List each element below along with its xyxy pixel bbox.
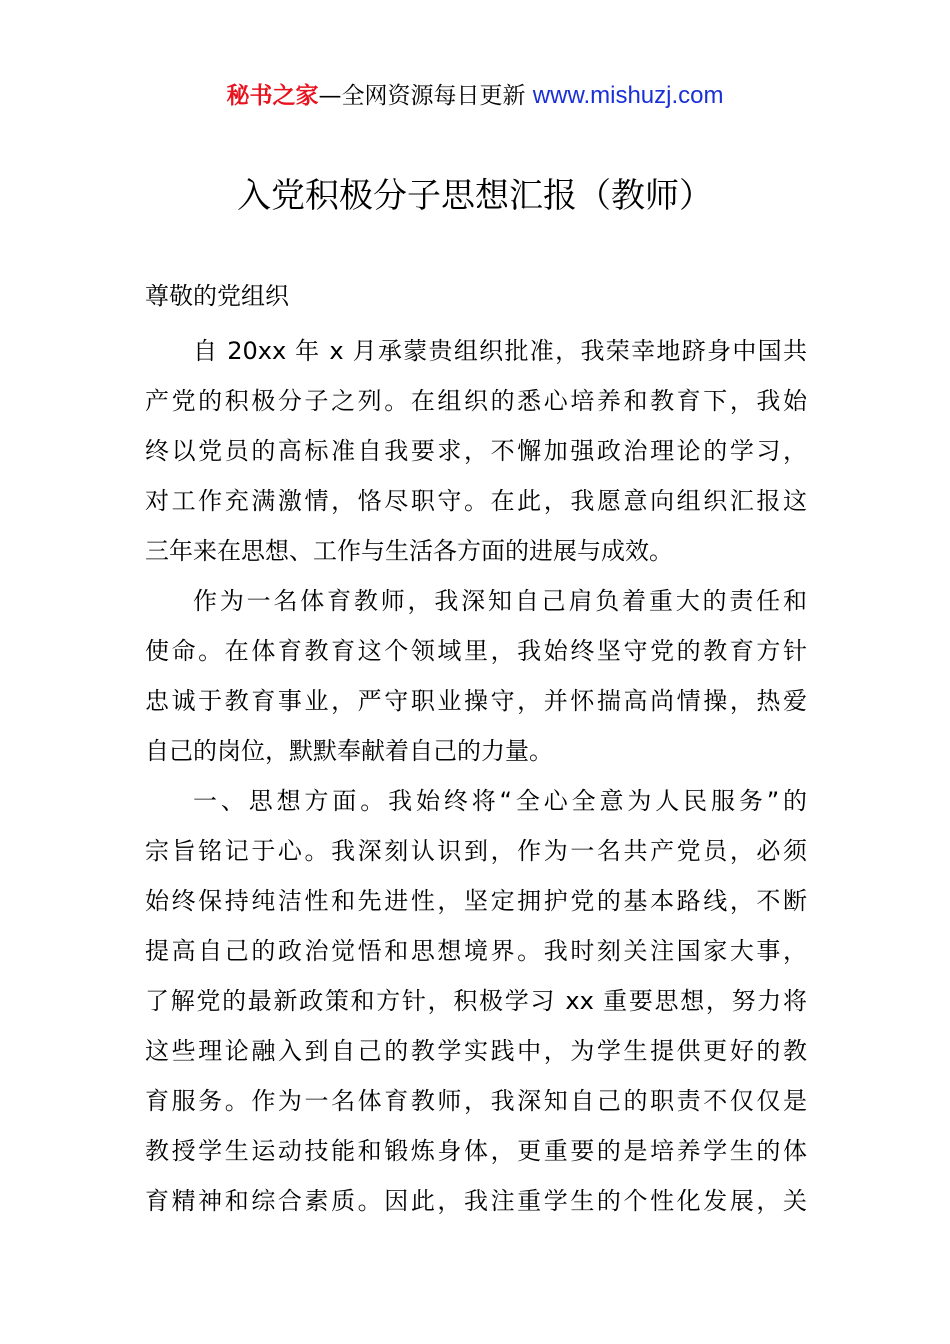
paragraph-line: 提高自己的政治觉悟和思想境界。我时刻关注国家大事， (145, 937, 807, 965)
document-body (145, 326, 807, 1226)
paragraph-line: 对工作充满激情，恪尽职守。在此，我愿意向组织汇报这 (145, 487, 807, 515)
paragraph-line: 育服务。作为一名体育教师，我深知自己的职责不仅仅是 (145, 1087, 807, 1115)
paragraph-line: 产党的积极分子之列。在组织的悉心培养和教育下，我始 (145, 387, 807, 415)
paragraph-line: 育精神和综合素质。因此，我注重学生的个性化发展，关 (145, 1187, 807, 1215)
paragraph-line: 一、思想方面。我始终将“全心全意为人民服务”的 (193, 787, 807, 815)
header-tagline: —全网资源每日更新 (318, 83, 526, 109)
paragraph-line: 忠诚于教育事业，严守职业操守，并怀揣高尚情操，热爱 (145, 687, 807, 715)
brand-name: 秘书之家 (226, 83, 319, 109)
paragraph-line: 终以党员的高标准自我要求，不懈加强政治理论的学习， (145, 437, 807, 465)
document-title: 入党积极分子思想汇报（教师） (237, 176, 713, 216)
paragraph-line: 始终保持纯洁性和先进性，坚定拥护党的基本路线，不断 (145, 887, 807, 915)
paragraph-line: 自 20xx 年 x 月承蒙贵组织批准，我荣幸地跻身中国共 (193, 337, 807, 365)
salutation: 尊敬的党组织 (145, 282, 289, 310)
paragraph-line: 这些理论融入到自己的教学实践中，为学生提供更好的教 (145, 1037, 807, 1065)
paragraph-line: 三年来在思想、工作与生活各方面的进展与成效。 (145, 537, 673, 565)
site-header (0, 80, 950, 112)
site-url-link[interactable]: www.mishuzj.com (532, 82, 724, 109)
paragraph-line: 自己的岗位，默默奉献着自己的力量。 (145, 737, 553, 765)
paragraph-line: 了解党的最新政策和方针，积极学习 xx 重要思想，努力将 (145, 987, 807, 1015)
paragraph-line: 作为一名体育教师，我深知自己肩负着重大的责任和 (193, 587, 807, 615)
paragraph-line: 使命。在体育教育这个领域里，我始终坚守党的教育方针 (145, 637, 807, 665)
paragraph-line: 宗旨铭记于心。我深刻认识到，作为一名共产党员，必须 (145, 837, 807, 865)
paragraph-line: 教授学生运动技能和锻炼身体，更重要的是培养学生的体 (145, 1137, 807, 1165)
